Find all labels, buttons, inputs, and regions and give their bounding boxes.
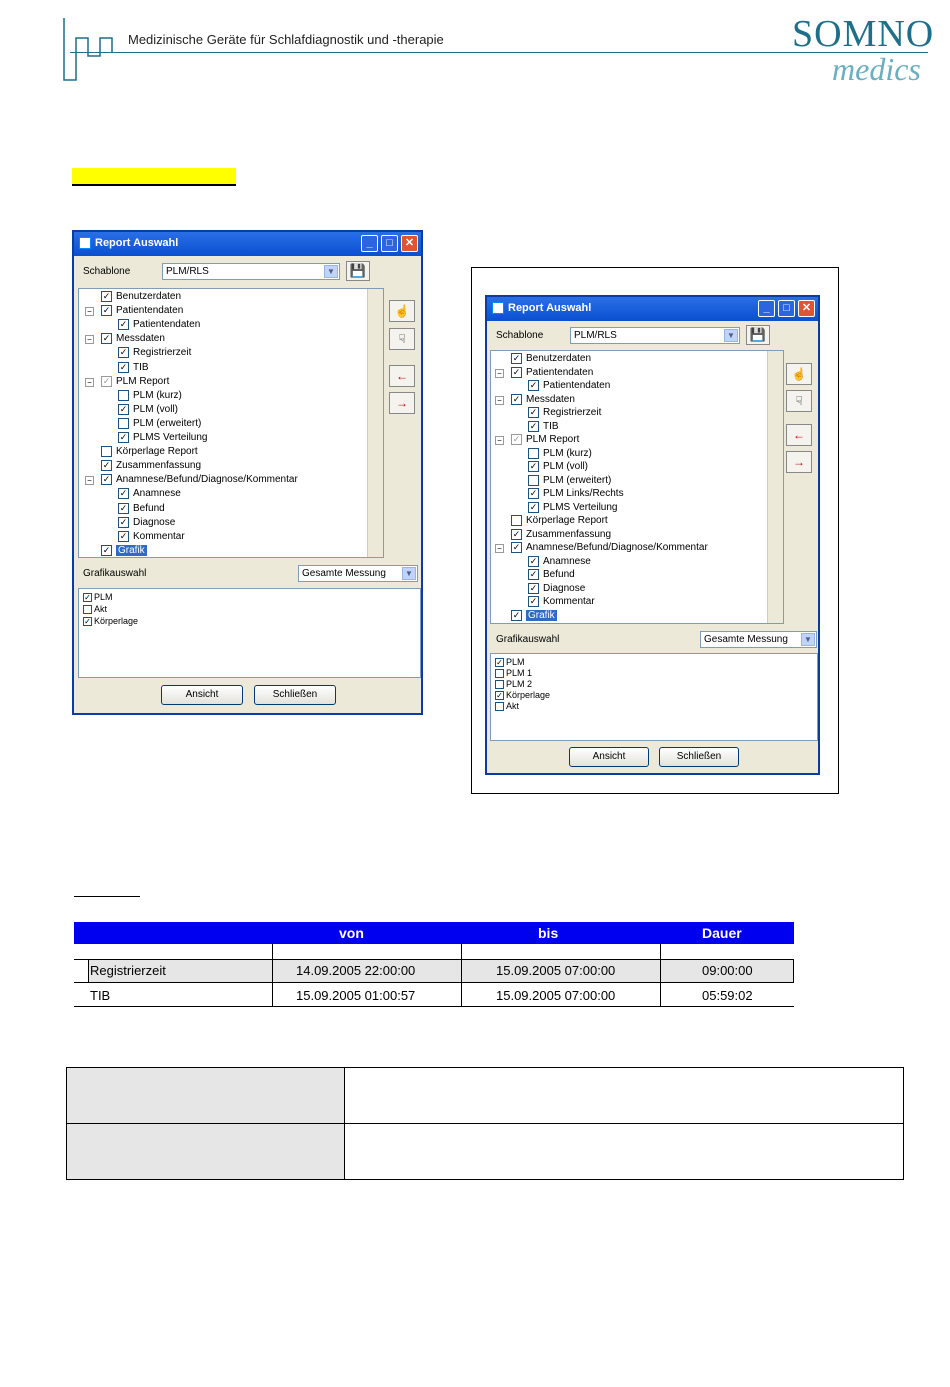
row-border xyxy=(74,982,794,983)
checkbox-unchecked[interactable] xyxy=(118,418,129,429)
floppy-icon: 💾 xyxy=(749,327,767,342)
tree-item-label: Kommentar xyxy=(543,596,595,608)
tree-item[interactable] xyxy=(101,291,181,304)
checkbox-checked[interactable]: ✓ xyxy=(119,319,128,330)
arrow-left-icon: ← xyxy=(396,369,408,383)
checkbox-checked[interactable]: ✓ xyxy=(119,516,128,527)
tree-item[interactable] xyxy=(528,556,591,569)
time-table-header xyxy=(74,922,794,944)
table-cell: TIB xyxy=(90,988,111,1003)
tree-item-label: Registrierzeit xyxy=(133,347,192,359)
checkbox-checked[interactable]: ✓ xyxy=(84,617,91,627)
checkbox-checked[interactable]: ✓ xyxy=(119,530,128,541)
col-header-dauer: Dauer xyxy=(702,925,742,941)
graphics-list-label: PLM xyxy=(94,592,113,602)
collapse-icon[interactable]: − xyxy=(495,369,504,378)
tree-item-label: TIB xyxy=(543,420,559,432)
table-row-highlight xyxy=(88,960,794,982)
checkbox-checked[interactable]: ✓ xyxy=(529,407,538,417)
checkbox-checked[interactable]: ✓ xyxy=(529,488,538,498)
checkbox-checked[interactable]: ✓ xyxy=(512,528,521,539)
row-border xyxy=(67,1123,903,1124)
checkbox-checked[interactable]: ✓ xyxy=(529,569,538,579)
tree-item-label: Befund xyxy=(543,569,575,581)
col-border xyxy=(660,944,661,1006)
checkbox-checked[interactable]: ✓ xyxy=(496,658,503,668)
collapse-icon[interactable]: − xyxy=(85,476,94,485)
tree-item[interactable] xyxy=(118,503,165,516)
graphics-list[interactable] xyxy=(78,588,421,678)
tree-item[interactable] xyxy=(497,393,575,407)
checkbox-checked[interactable]: ✓ xyxy=(512,353,521,363)
dialog-title: Report Auswahl xyxy=(508,302,592,314)
checkbox-checked[interactable]: ✓ xyxy=(102,375,111,386)
graphics-list-label: Körperlage xyxy=(94,616,139,626)
tree-item-label: Patientendaten xyxy=(526,366,594,378)
checkbox-checked[interactable]: ✓ xyxy=(119,502,128,513)
tree-item-label: PLM Report xyxy=(526,434,580,446)
graphics-list-item[interactable] xyxy=(495,690,550,701)
tree-item-label: Patientendaten xyxy=(133,319,201,331)
checkbox-unchecked[interactable] xyxy=(511,515,522,526)
graphics-value: Gesamte Messung xyxy=(302,568,386,579)
tree-item-label: Anamnese xyxy=(133,488,181,500)
col-border xyxy=(88,960,89,982)
tree-item[interactable] xyxy=(528,461,588,474)
tree-item[interactable] xyxy=(528,502,618,515)
tree-item-label: Grafik xyxy=(118,544,145,556)
tree-item[interactable] xyxy=(528,407,601,420)
row-border xyxy=(74,959,794,960)
tree-item[interactable] xyxy=(118,362,149,375)
tree-item-label: Messdaten xyxy=(116,333,165,345)
save-template-button[interactable] xyxy=(346,261,370,281)
move-right-button[interactable] xyxy=(389,392,415,414)
collapse-icon[interactable]: − xyxy=(495,436,504,445)
tree-item[interactable] xyxy=(118,432,208,445)
tree-item-label: Anamnese xyxy=(543,555,591,567)
tree-item-label: PLMS Verteilung xyxy=(133,432,208,444)
maximize-icon[interactable]: □ xyxy=(381,235,398,252)
dialog-titlebar xyxy=(487,297,818,321)
tree-item-label: PLM (kurz) xyxy=(543,447,592,459)
checkbox-checked[interactable]: ✓ xyxy=(529,555,538,566)
table-cell: 15.09.2005 01:00:57 xyxy=(296,988,416,1003)
tree-item[interactable] xyxy=(87,333,165,346)
row-border xyxy=(74,1006,794,1007)
tree-scrollbar[interactable] xyxy=(367,289,383,557)
close-icon[interactable]: ✕ xyxy=(798,300,815,317)
tree-item[interactable] xyxy=(528,448,592,461)
app-icon xyxy=(492,302,504,314)
checkbox-checked[interactable]: ✓ xyxy=(512,393,521,404)
tree-item[interactable] xyxy=(87,305,184,318)
dialog-title: Report Auswahl xyxy=(95,237,179,249)
tree-item[interactable] xyxy=(497,366,594,380)
tree-item-label: PLM (voll) xyxy=(133,403,179,415)
close-button[interactable]: Schließen xyxy=(254,685,336,705)
tree-item-label: Körperlage Report xyxy=(526,515,608,527)
graphics-list-label: Akt xyxy=(506,701,520,711)
checkbox-unchecked[interactable] xyxy=(528,475,539,486)
report-dialog-right xyxy=(485,295,820,775)
checkbox-checked[interactable]: ✓ xyxy=(119,432,128,442)
collapse-icon[interactable]: − xyxy=(495,544,504,553)
checkbox-checked[interactable]: ✓ xyxy=(102,333,111,344)
tree-item[interactable] xyxy=(87,474,298,487)
minimize-icon[interactable]: _ xyxy=(758,300,775,317)
collapse-icon[interactable]: − xyxy=(495,396,504,405)
floppy-icon: 💾 xyxy=(349,263,367,278)
checkbox-checked[interactable]: ✓ xyxy=(119,347,128,358)
hand-down-icon: ☟ xyxy=(398,332,406,346)
checkbox-unchecked[interactable] xyxy=(495,669,504,678)
tree-hand-down-button[interactable] xyxy=(389,328,415,350)
tree-item-label: PLMS Verteilung xyxy=(543,501,618,513)
checkbox-checked[interactable]: ✓ xyxy=(512,366,521,377)
tree-item-label: PLM (erweitert) xyxy=(543,474,612,486)
chevron-down-icon[interactable]: ▼ xyxy=(324,265,338,278)
tree-item-label: Diagnose xyxy=(133,516,176,528)
checkbox-checked[interactable]: ✓ xyxy=(102,460,111,471)
highlight-heading-bar xyxy=(72,168,236,186)
checkbox-checked[interactable]: ✓ xyxy=(102,544,111,555)
tree-item-label: Benutzerdaten xyxy=(526,353,592,365)
app-icon xyxy=(79,237,91,249)
template-select[interactable] xyxy=(570,327,740,344)
checkbox-checked[interactable]: ✓ xyxy=(496,691,503,701)
checkbox-unchecked[interactable] xyxy=(83,605,92,614)
checkbox-checked[interactable]: ✓ xyxy=(529,461,538,471)
hand-up-icon: ☝ xyxy=(791,367,807,381)
checkbox-checked[interactable]: ✓ xyxy=(529,596,538,606)
checkbox-checked[interactable]: ✓ xyxy=(512,542,521,552)
tree-item-label: Zusammenfassung xyxy=(116,460,202,472)
checkbox-checked[interactable]: ✓ xyxy=(512,609,521,620)
checkbox-unchecked[interactable] xyxy=(118,390,129,401)
close-icon[interactable]: ✕ xyxy=(401,235,418,252)
checkbox-checked[interactable]: ✓ xyxy=(119,488,128,499)
tree-item-label: Patientendaten xyxy=(116,305,184,317)
dialog-titlebar xyxy=(74,232,421,256)
col-header-bis: bis xyxy=(538,925,559,941)
tree-item[interactable] xyxy=(118,404,178,417)
tree-item[interactable] xyxy=(118,517,175,530)
template-value: PLM/RLS xyxy=(166,266,209,277)
tree-item[interactable] xyxy=(528,421,559,434)
tree-hand-down-button[interactable] xyxy=(786,390,812,412)
col-border xyxy=(272,944,273,1006)
graphics-label: Grafikauswahl xyxy=(496,634,560,645)
header-subtitle: Medizinische Geräte für Schlafdiagnostik und -therapie xyxy=(128,32,444,47)
tree-item[interactable] xyxy=(511,529,611,542)
tree-item[interactable] xyxy=(511,610,557,623)
tree-hand-button[interactable] xyxy=(786,363,812,385)
tree-item[interactable] xyxy=(118,531,185,544)
tree-item[interactable] xyxy=(528,488,624,501)
graphics-list-item[interactable] xyxy=(83,604,107,615)
checkbox-checked[interactable]: ✓ xyxy=(102,291,111,301)
collapse-icon[interactable]: − xyxy=(85,378,94,387)
checkbox-checked[interactable]: ✓ xyxy=(512,434,521,444)
tree-item-label: Kommentar xyxy=(133,530,185,542)
tree-item-label: Anamnese/Befund/Diagnose/Kommentar xyxy=(526,542,708,554)
tree-item[interactable] xyxy=(118,488,181,501)
hand-down-icon: ☟ xyxy=(795,394,803,408)
tree-item-label: Benutzerdaten xyxy=(116,291,182,303)
graphics-list-label: PLM 2 xyxy=(506,679,533,689)
tree-hand-button[interactable] xyxy=(389,300,415,322)
tree-item[interactable] xyxy=(118,347,191,360)
report-tree[interactable] xyxy=(490,350,784,624)
col-header-von: von xyxy=(339,925,364,941)
chevron-down-icon[interactable]: ▼ xyxy=(724,329,738,342)
checkbox-checked[interactable]: ✓ xyxy=(84,593,91,603)
graphics-list-item[interactable] xyxy=(495,679,532,690)
graphics-label: Grafikauswahl xyxy=(83,568,147,579)
checkbox-unchecked[interactable] xyxy=(495,702,504,711)
report-dialog-left xyxy=(72,230,423,715)
table-cell: 15.09.2005 07:00:00 xyxy=(496,963,616,978)
chevron-down-icon[interactable]: ▼ xyxy=(402,567,416,580)
info-table xyxy=(66,1067,904,1180)
table-cell: Registrierzeit xyxy=(90,963,166,978)
arrow-left-icon: ← xyxy=(793,428,805,442)
tree-item[interactable] xyxy=(118,390,182,403)
tree-item[interactable] xyxy=(118,418,201,431)
checkbox-checked[interactable]: ✓ xyxy=(102,305,111,316)
section-underline xyxy=(74,896,140,897)
graphics-list-label: Körperlage xyxy=(506,690,551,700)
arrow-right-icon: → xyxy=(793,455,805,469)
template-value: PLM/RLS xyxy=(574,330,617,341)
move-left-button[interactable] xyxy=(389,365,415,387)
tree-item-label: Grafik xyxy=(528,609,555,621)
graphics-list-item[interactable] xyxy=(83,592,113,603)
graphics-value: Gesamte Messung xyxy=(704,634,788,645)
tree-item-label: Messdaten xyxy=(526,393,575,405)
table-cell: 05:59:02 xyxy=(702,988,753,1003)
chevron-down-icon[interactable]: ▼ xyxy=(801,633,815,646)
tree-scrollbar[interactable] xyxy=(767,351,783,623)
col-border xyxy=(461,944,462,1006)
checkbox-checked[interactable]: ✓ xyxy=(529,501,538,512)
graphics-list-label: PLM 1 xyxy=(506,668,533,678)
graphics-select[interactable] xyxy=(700,631,817,648)
minimize-icon[interactable]: _ xyxy=(361,235,378,252)
tree-item-label: Registrierzeit xyxy=(543,407,602,419)
tree-item-label: PLM (kurz) xyxy=(133,389,182,401)
tree-item[interactable] xyxy=(101,460,201,473)
logo-somno: SOMNO xyxy=(792,13,935,55)
tree-item[interactable] xyxy=(528,475,611,488)
arrow-right-icon: → xyxy=(396,396,408,410)
template-label: Schablone xyxy=(496,330,544,341)
save-template-button[interactable] xyxy=(746,325,770,345)
tree-item[interactable] xyxy=(511,515,608,528)
graphics-list-item[interactable] xyxy=(495,668,532,679)
tree-item[interactable] xyxy=(528,596,595,609)
view-button[interactable]: Ansicht xyxy=(161,685,243,705)
tree-item[interactable] xyxy=(528,583,585,596)
template-select[interactable] xyxy=(162,263,340,280)
graphics-list-item[interactable] xyxy=(495,657,525,668)
graphics-list[interactable] xyxy=(490,653,818,741)
graphics-list-item[interactable] xyxy=(495,701,519,712)
checkbox-unchecked[interactable] xyxy=(495,680,504,689)
tree-item[interactable] xyxy=(528,569,575,582)
tree-item[interactable] xyxy=(497,542,708,555)
table-cell: 14.09.2005 22:00:00 xyxy=(296,963,416,978)
tree-item[interactable] xyxy=(87,375,170,389)
tree-item-label: Anamnese/Befund/Diagnose/Kommentar xyxy=(116,474,298,486)
view-button[interactable]: Ansicht xyxy=(569,747,649,767)
tree-item[interactable] xyxy=(101,446,198,459)
tree-item-label: Zusammenfassung xyxy=(526,528,612,540)
report-tree[interactable] xyxy=(78,288,384,558)
checkbox-checked[interactable]: ✓ xyxy=(102,474,111,485)
tree-item-label: PLM Links/Rechts xyxy=(543,488,624,500)
table-cell: 15.09.2005 07:00:00 xyxy=(496,988,616,1003)
tree-item[interactable] xyxy=(528,380,610,393)
move-left-button[interactable] xyxy=(786,424,812,446)
checkbox-checked[interactable]: ✓ xyxy=(529,582,538,593)
tree-item-label: PLM Report xyxy=(116,375,170,387)
tree-item-label: PLM (voll) xyxy=(543,461,589,473)
tree-item[interactable] xyxy=(497,434,580,447)
maximize-icon[interactable]: □ xyxy=(778,300,795,317)
close-button[interactable]: Schließen xyxy=(659,747,739,767)
tree-item-label: TIB xyxy=(133,361,149,373)
checkbox-checked[interactable]: ✓ xyxy=(119,403,128,414)
checkbox-checked[interactable]: ✓ xyxy=(529,420,538,431)
tree-item-label: PLM (erweitert) xyxy=(133,418,202,430)
tree-item[interactable] xyxy=(118,319,200,332)
checkbox-unchecked[interactable] xyxy=(528,448,539,459)
checkbox-checked[interactable]: ✓ xyxy=(119,361,128,372)
graphics-select[interactable] xyxy=(298,565,418,582)
tree-item[interactable] xyxy=(511,353,591,366)
graphics-list-label: PLM xyxy=(506,657,525,667)
tree-item[interactable] xyxy=(101,545,147,558)
collapse-icon[interactable]: − xyxy=(85,307,94,316)
graphics-list-label: Akt xyxy=(94,604,108,614)
checkbox-checked[interactable]: ✓ xyxy=(529,380,538,390)
tree-item-label: Befund xyxy=(133,502,165,514)
graphics-list-item[interactable] xyxy=(83,616,138,627)
tree-item-label: Patientendaten xyxy=(543,380,611,392)
move-right-button[interactable] xyxy=(786,451,812,473)
col-border xyxy=(793,960,794,982)
template-label: Schablone xyxy=(83,266,131,277)
tree-item-label: Diagnose xyxy=(543,582,586,594)
table-cell: 09:00:00 xyxy=(702,963,753,978)
tree-item-label: Körperlage Report xyxy=(116,446,198,458)
checkbox-unchecked[interactable] xyxy=(101,446,112,457)
logo-medics: medics xyxy=(832,51,921,87)
hand-up-icon: ☝ xyxy=(394,304,410,318)
collapse-icon[interactable]: − xyxy=(85,335,94,344)
